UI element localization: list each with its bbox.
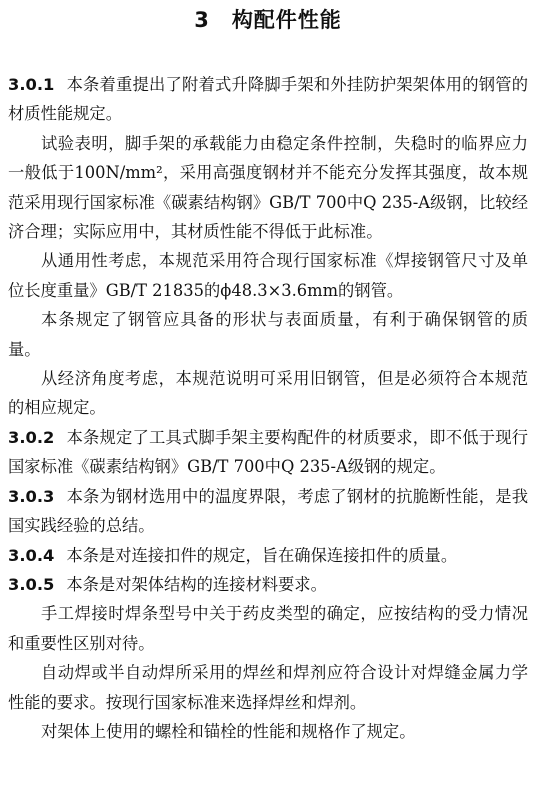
- clause-3-0-2: [8, 423, 528, 482]
- chapter-title: [0, 4, 536, 34]
- clause-text: 本条为钢材选用中的温度界限，考虑了钢材的抗脆断性能，是我国实践经验的总结。: [8, 486, 528, 536]
- paragraph: 手工焊接时焊条型号中关于药皮类型的确定，应按结构的受力情况和重要性区别对待。: [8, 604, 528, 653]
- clause-3-0-5: [8, 570, 528, 599]
- clause-text: 本条是对连接扣件的规定，旨在确保连接扣件的质量。: [66, 545, 458, 565]
- clause-text: 本条规定了工具式脚手架主要构配件的材质要求，即不低于现行国家标准《碳素结构钢》GB/T 700中Q 235-A级钢的规定。: [8, 427, 528, 477]
- body-text: [8, 70, 528, 746]
- clause-number: 3.0.4: [8, 545, 55, 565]
- paragraph: 从经济角度考虑，本规范说明可采用旧钢管，但是必须符合本规范的相应规定。: [8, 369, 528, 418]
- paragraph: 试验表明，脚手架的承载能力由稳定条件控制，失稳时的临界应力一般低于100N/mm²，采用高强度钢材并不能充分发挥其强度，故本规范采用现行国家标准《碳素结构钢》GB/T 700中Q 235-A级钢，比较经济合理；实际应用中，其材质性能不得低于此标准。: [8, 133, 528, 242]
- clause-3-0-4: [8, 541, 528, 570]
- clause-text: 本条是对架体结构的连接材料要求。: [66, 574, 327, 594]
- clause-text: 本条着重提出了附着式升降脚手架和外挂防护架架体用的钢管的材质性能规定。: [8, 75, 528, 124]
- clause-number: 3.0.1: [8, 75, 55, 94]
- clause-3-0-1: [8, 70, 528, 129]
- chapter-title-text: 构配件性能: [231, 8, 342, 32]
- paragraph: 自动焊或半自动焊所采用的焊丝和焊剂应符合设计对焊缝金属力学性能的要求。按现行国家标准来选择焊丝和焊剂。: [8, 663, 528, 712]
- paragraph: 对架体上使用的螺栓和锚栓的性能和规格作了规定。: [41, 721, 416, 741]
- clause-number: 3.0.3: [8, 486, 55, 506]
- clause-number: 3.0.2: [8, 427, 55, 447]
- clause-3-0-3: [8, 482, 528, 541]
- chapter-number: 3: [194, 8, 210, 32]
- clause-number: 3.0.5: [8, 574, 55, 594]
- paragraph: 从通用性考虑，本规范采用符合现行国家标准《焊接钢管尺寸及单位长度重量》GB/T 21835的ϕ48.3×3.6mm的钢管。: [8, 251, 528, 300]
- paragraph: 本条规定了钢管应具备的形状与表面质量，有利于确保钢管的质量。: [8, 310, 528, 359]
